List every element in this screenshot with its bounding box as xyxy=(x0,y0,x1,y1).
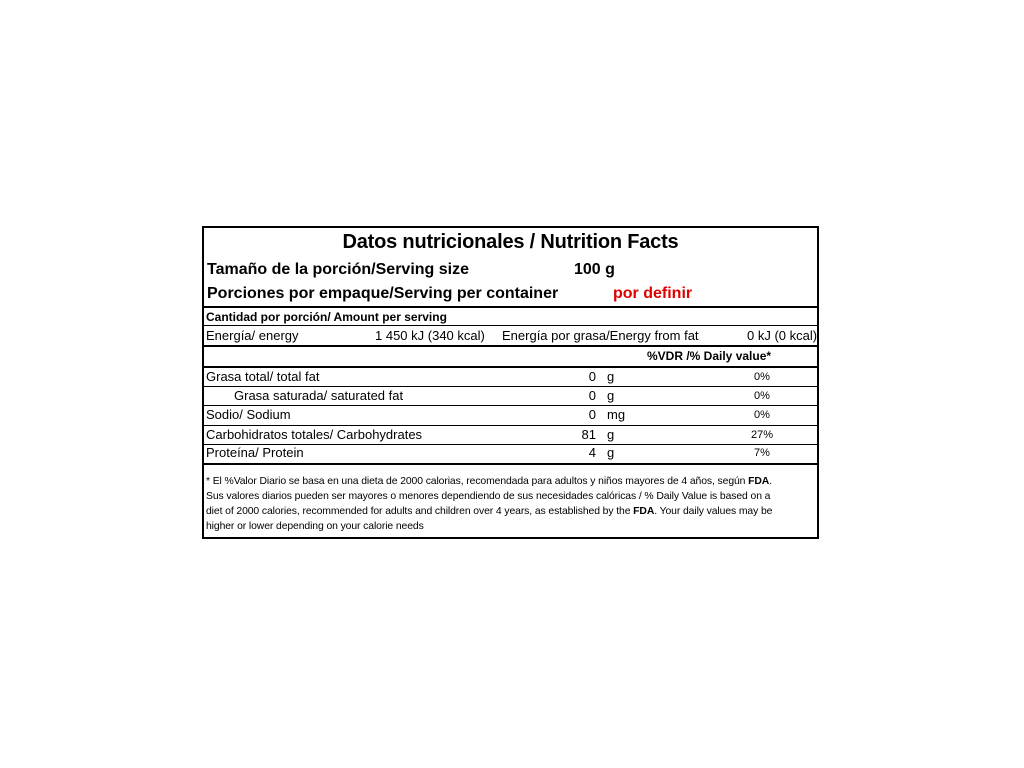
divider-thick xyxy=(204,345,817,347)
amount-per-serving-heading: Cantidad por porción/ Amount per serving xyxy=(206,310,447,324)
divider xyxy=(204,425,817,426)
nutrition-facts-label xyxy=(202,226,819,539)
nutrient-unit: g xyxy=(607,388,615,403)
footnote-line: Sus valores diarios pueden ser mayores o menores dependiendo de sus necesidades calóricas / % Daily Value is based on a xyxy=(206,491,771,502)
energy-value: 1 450 kJ (340 kcal) xyxy=(375,328,485,343)
nutrient-unit: g xyxy=(607,445,615,460)
nutrient-daily-value: 7% xyxy=(754,447,770,459)
divider xyxy=(204,405,817,406)
serving-size-value: 100 g xyxy=(574,261,615,278)
nutrient-label: Sodio/ Sodium xyxy=(206,407,291,422)
nutrient-label: Grasa total/ total fat xyxy=(206,369,320,384)
nutrient-daily-value: 27% xyxy=(750,429,774,441)
footnote-text: * El %Valor Diario se basa en una dieta de 2000 calorias, recomendada para adultos y niños mayores de 4 años, según xyxy=(206,476,749,487)
footnote xyxy=(206,474,806,534)
nutrient-amount: 4 xyxy=(588,445,596,460)
nutrient-label: Carbohidratos totales/ Carbohydrates xyxy=(206,427,423,442)
divider-thick xyxy=(204,366,817,368)
nutrient-amount: 0 xyxy=(588,388,596,403)
footnote-line xyxy=(206,474,806,489)
nutrient-unit: mg xyxy=(607,407,626,422)
nutrient-daily-value: 0% xyxy=(754,371,770,383)
servings-per-container-label: Porciones por empaque/Serving per container xyxy=(207,285,559,302)
divider-thick xyxy=(204,306,817,308)
footnote-line: higher or lower depending on your calorie needs xyxy=(206,521,424,532)
nutrient-unit: g xyxy=(607,369,615,384)
fda-text: FDA xyxy=(633,506,655,517)
footnote-text: . Your daily values may be xyxy=(654,506,773,517)
nutrient-amount: 0 xyxy=(588,407,596,422)
nutrient-daily-value: 0% xyxy=(754,409,770,421)
serving-size-label: Tamaño de la porción/Serving size xyxy=(207,261,469,278)
fda-text: FDA xyxy=(748,476,770,487)
energy-from-fat-value: 0 kJ (0 kcal) xyxy=(747,328,818,343)
divider xyxy=(204,386,817,387)
nutrient-unit: g xyxy=(607,427,615,442)
divider-thick xyxy=(204,463,817,465)
nutrient-daily-value: 0% xyxy=(754,390,770,402)
footnote-text: . xyxy=(769,476,772,487)
daily-value-header: %VDR /% Daily value* xyxy=(647,349,772,363)
energy-label: Energía/ energy xyxy=(206,328,299,343)
energy-from-fat-label: Energía por grasa/Energy from fat xyxy=(502,328,699,343)
nutrient-label: Proteína/ Protein xyxy=(206,445,304,460)
label-title: Datos nutricionales / Nutrition Facts xyxy=(342,231,679,253)
footnote-text: diet of 2000 calories, recommended for adults and children over 4 years, as established by the xyxy=(206,506,634,517)
servings-per-container-value: por definir xyxy=(613,285,693,302)
footnote-line xyxy=(206,504,806,519)
divider xyxy=(204,325,817,326)
nutrient-amount: 0 xyxy=(588,369,596,384)
nutrient-label: Grasa saturada/ saturated fat xyxy=(234,388,404,403)
nutrient-amount: 81 xyxy=(581,427,596,442)
